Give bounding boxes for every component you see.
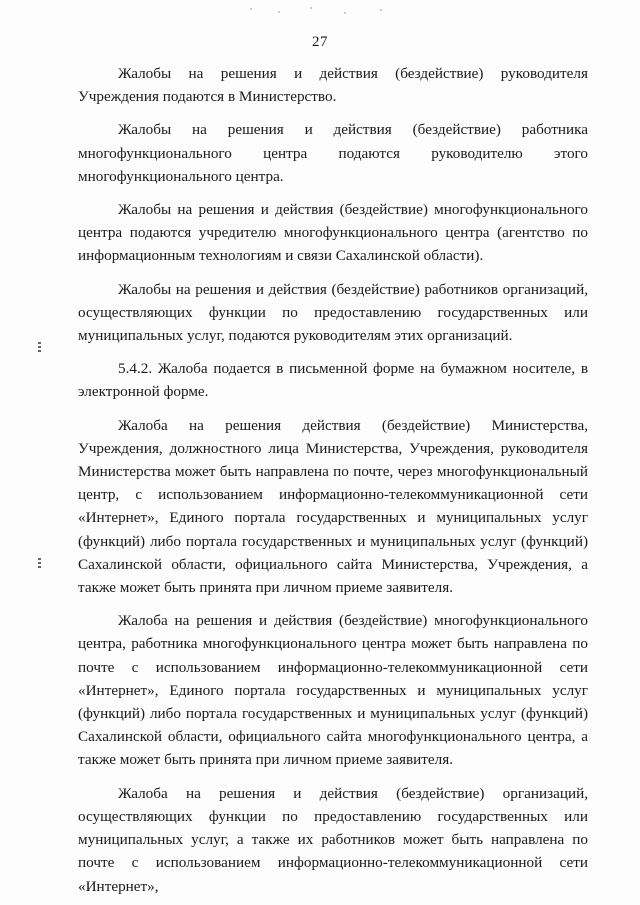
paragraph: Жалобы на решения и действия (бездействие) работника многофункционального центра подаются руководителю этого многофункционального центра. (78, 121, 588, 185)
paragraph: Жалобы на решения и действия (бездействие) работников организаций, осуществляющих функции по предоставлению государственных или муниципальных услуг, подаются руководителям этих организаций. (78, 280, 588, 345)
paragraph: Жалобы на решения и действия (бездействие) руководителя Учреждения подаются в Министерство. (78, 65, 588, 106)
scan-artifact-dots (240, 6, 400, 16)
margin-binding-mark (38, 556, 44, 570)
paragraph: Жалоба на решения действия (бездействие) Министерства, Учреждения, должностного лица Министерства, Учреждения, руководителя Министерства может быть направлена по почте, через многофункциональный центр, с использованием информационно-телекоммуникационной сети «Интернет», Единого портала государственных и муниципальных услуг (функций) либо портала государственных и муниципальных услуг (функций) Сахалинской области, официального сайта Министерства, Учреждения, а также может быть принята при личном приеме заявителя. (78, 416, 588, 597)
paragraph: Жалоба на решения и действия (бездействие) многофункционального центра, работника многофункционального центра может быть направлена по почте с использованием информационно-телекоммуникационной сети «Интернет», Единого портала государственных и муниципальных услуг (функций) либо портала государственных и муниципальных услуг (функций) Сахалинской области, официального сайта многофункционального центра, а также может быть принята при личном приеме заявителя. (78, 612, 588, 769)
page-number: 27 (312, 34, 328, 50)
paragraph: 5.4.2. Жалоба подается в письменной форме на бумажном носителе, в электронной форме. (78, 360, 588, 401)
document-body (78, 62, 588, 898)
margin-binding-mark (38, 340, 44, 354)
paragraph: Жалоба на решения и действия (бездействие) организаций, осуществляющих функции по предоставлению государственных или муниципальных услуг, а также их работников может быть направлена по почте с использованием информационно-телекоммуникационной сети «Интернет», (78, 784, 588, 895)
paragraph: Жалобы на решения и действия (бездействие) многофункционального центра подаются учредителю многофункционального центра (агентство по информационным технологиям и связи Сахалинской области). (78, 201, 588, 265)
